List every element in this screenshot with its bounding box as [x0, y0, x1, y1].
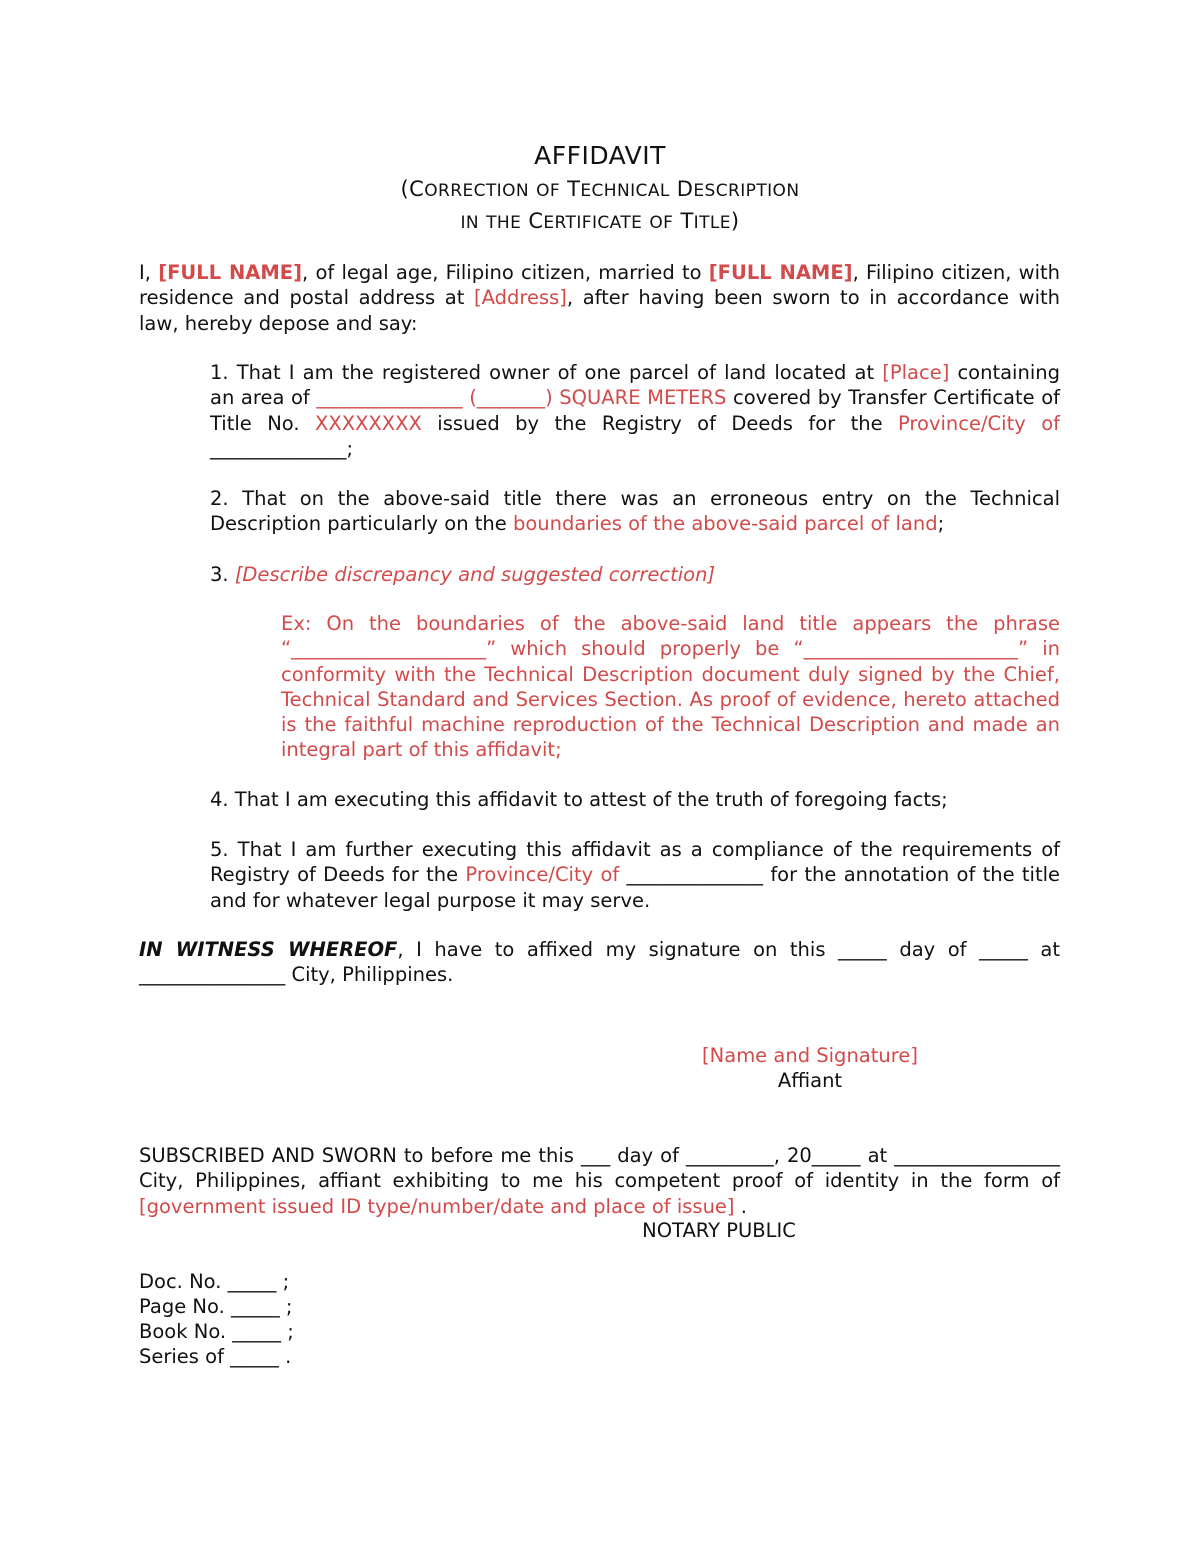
witness-text: , I have to affixed my signature on this _____ day of _____ at _______________ City, Philippines. [139, 938, 1060, 987]
intro-paragraph [139, 260, 1060, 336]
signature-role: Affiant [777, 1069, 843, 1092]
item-text: issued by the Registry of Deeds for the [421, 411, 899, 435]
document-title: AFFIDAVIT [534, 141, 666, 170]
province-blank: ______________ [210, 436, 347, 460]
item-text: ______________ for the annotation of the title and for whatever legal purpose it may serve. [210, 863, 1061, 912]
boundaries-placeholder: boundaries of the above-said parcel of land [512, 512, 938, 536]
witness-paragraph [139, 937, 1060, 988]
example-paragraph: Ex: On the boundaries of the above-said land title appears the phrase “____________________” which should properly be “______________________” in conformity with the Technical Description document duly signed by the Chief, Technical Standard and Services Section. As proof of evidence, hereto attached is the faithful machine reproduction of the Technical Description and made an integral part of this affidavit; [281, 612, 1060, 762]
item-text: ; [937, 512, 945, 536]
tct-number-placeholder: XXXXXXXX [315, 411, 422, 435]
intro-text: , after having been sworn to in accordance with law, hereby depose and say: [139, 286, 1060, 335]
page-no-line: Page No. _____ ; [139, 1295, 293, 1318]
item-5 [210, 837, 1060, 913]
address-placeholder: [Address] [474, 286, 567, 310]
discrepancy-placeholder: [Describe discrepancy and suggested correction] [234, 563, 716, 586]
subtitle-text-2: IN THE CERTIFICATE OF TITLE) [460, 209, 740, 233]
item-text: 1. That I am the registered owner of one parcel of land located at [210, 361, 883, 384]
item-3 [210, 562, 1060, 587]
item-4: 4. That I am executing this affidavit to attest of the truth of foregoing facts; [210, 788, 948, 811]
affiant-name-placeholder: [FULL NAME] [158, 261, 303, 284]
jurat-text: SUBSCRIBED AND SWORN to before me this ___ day of _________, 20_____ at _________________ City, Philippines, affiant exhibiting to me his competent proof of identity in the form of [139, 1144, 1060, 1193]
province-placeholder: Province/City of [465, 863, 620, 887]
intro-text: , Filipino citizen, with residence and postal address at [139, 261, 1061, 310]
intro-text: , of legal age, Filipino citizen, married to [302, 261, 709, 284]
subtitle-text-1: (CORRECTION OF TECHNICAL DESCRIPTION [400, 177, 800, 201]
signature-name-placeholder: [Name and Signature] [702, 1044, 918, 1067]
witness-lead: IN WITNESS WHEREOF [139, 938, 398, 961]
place-placeholder: [Place] [882, 361, 950, 384]
document-subtitle-line-1 [0, 174, 1200, 206]
id-placeholder: [government issued ID type/number/date and place of issue] [139, 1194, 735, 1218]
item-text: 5. That I am further executing this affidavit as a compliance of the requirements of Registry of Deeds for the [210, 838, 1060, 887]
jurat-text: . [734, 1194, 747, 1218]
notary-public-label: NOTARY PUBLIC [642, 1219, 796, 1242]
item-text: 2. That on the above-said title there was an erroneous entry on the Technical Description particularly on the [210, 487, 1060, 536]
item-text: ; [346, 436, 354, 460]
item-text: covered by Transfer Certificate of Title No. [210, 386, 1060, 435]
item-text: containing an area of [210, 361, 1060, 410]
item-2 [210, 486, 1060, 537]
spouse-name-placeholder: [FULL NAME] [708, 261, 853, 284]
book-no-line: Book No. _____ ; [139, 1320, 294, 1343]
area-placeholder: _______________ (_______) SQUARE METERS [316, 386, 727, 410]
intro-text: I, [139, 261, 159, 284]
notarial-register [139, 1269, 294, 1369]
item-1 [210, 360, 1060, 461]
document-subtitle-line-2 [0, 206, 1200, 238]
jurat-paragraph [139, 1143, 1060, 1219]
series-line: Series of _____ . [139, 1345, 292, 1368]
doc-no-line: Doc. No. _____ ; [139, 1270, 290, 1293]
province-placeholder: Province/City of [898, 411, 1060, 435]
item-number: 3. [210, 563, 235, 586]
